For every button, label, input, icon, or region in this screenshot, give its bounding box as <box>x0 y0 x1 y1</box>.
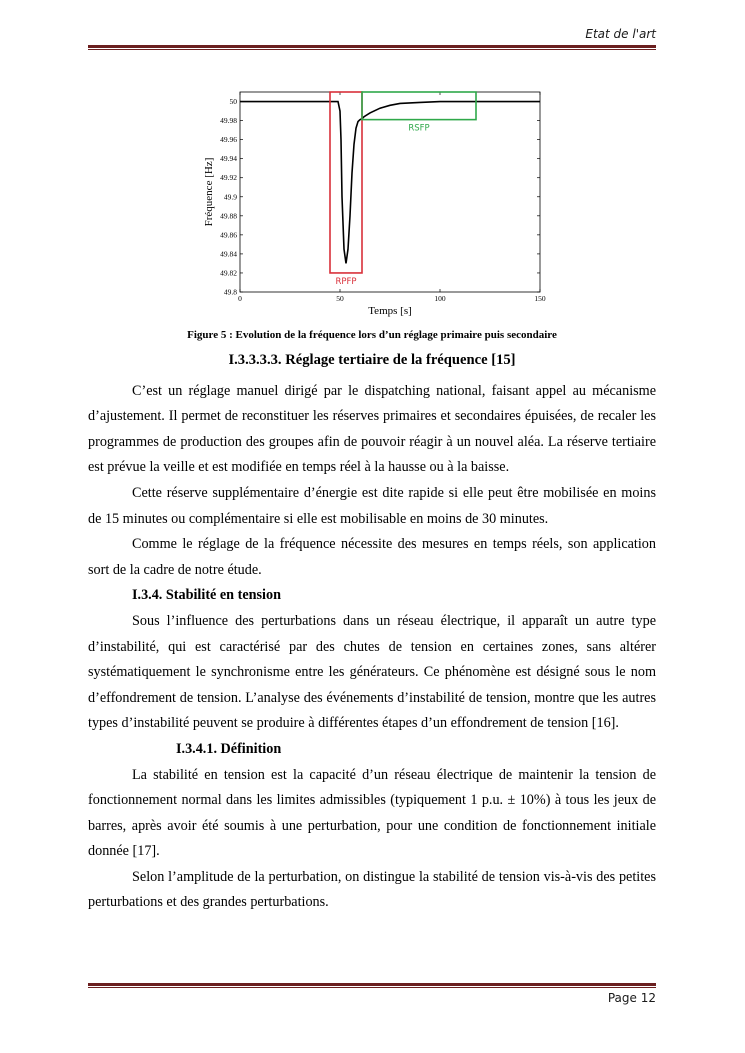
y-tick-label: 49.84 <box>220 249 237 259</box>
plot-frame <box>240 92 540 292</box>
y-tick-label: 49.96 <box>220 135 237 145</box>
frequency-chart <box>200 87 560 322</box>
paragraph: Comme le réglage de la fréquence nécessite des mesures en temps réels, son application sort de la cadre de notre étude. <box>88 536 656 578</box>
section-heading-tertiary-regulation: I.3.3.3.3. Réglage tertiaire de la fréquence [15] <box>228 352 516 368</box>
x-tick-label: 50 <box>336 294 344 303</box>
paragraph: La stabilité en tension est la capacité d’un réseau électrique de maintenir la tension de fonctionnement normal dans les limites admissibles (typiquement 1 p.u. ± 10%) à tous les jeux de barres, après avoir été soumis à une perturbation, pour une condition de fonctionnement initiale donnée [17]. <box>88 766 656 860</box>
annotation-label-rsfp: RSFP <box>408 123 430 134</box>
x-tick-label: 150 <box>534 294 546 303</box>
figure-caption: Figure 5 : Evolution de la fréquence lors d’un réglage primaire puis secondaire <box>187 329 557 341</box>
y-tick-label: 49.94 <box>220 154 237 164</box>
annotation-box-rpfp <box>330 92 362 273</box>
paragraph: Cette réserve supplémentaire d’énergie est dite rapide si elle peut être mobilisée en moins de 15 minutes ou complémentaire si elle est mobilisable en moins de 30 minutes. <box>88 484 656 527</box>
page-number: Page 12 <box>607 991 656 1005</box>
y-tick-label: 49.82 <box>220 268 237 278</box>
y-tick-label: 50 <box>229 97 237 107</box>
page-body <box>88 348 656 916</box>
header-rule <box>88 45 656 50</box>
frequency-figure <box>200 87 560 322</box>
y-tick-label: 49.8 <box>223 287 237 297</box>
paragraph: Selon l’amplitude de la perturbation, on distingue la stabilité de tension vis-à-vis des petites perturbations et des grandes perturbations. <box>88 868 656 911</box>
section-heading-definition: I.3.4.1. Définition <box>176 740 282 757</box>
header-section-title: Etat de l'art <box>585 27 656 41</box>
annotation-label-rpfp: RPFP <box>335 276 357 287</box>
y-tick-label: 49.86 <box>220 230 237 240</box>
x-tick-label: 0 <box>238 294 242 303</box>
paragraph: C’est un réglage manuel dirigé par le dispatching national, faisant appel au mécanisme d’ajustement. Il permet de reconstituer les réserves primaires et secondaires épuisées, de recaler les programmes de production des groupes afin de pouvoir réagir à un nouvel aléa. La réserve tertiaire est prévue la veille et est modifiée en temps réel à la hausse ou à la baisse. <box>88 382 656 476</box>
y-tick-label: 49.88 <box>220 211 237 221</box>
series-line-frequence <box>240 102 540 264</box>
section-heading-voltage-stability: I.3.4. Stabilité en tension <box>132 587 281 604</box>
annotation-box-rsfp <box>362 92 476 120</box>
y-axis-label: Fréquence [Hz] <box>203 157 215 227</box>
page-header <box>88 27 656 41</box>
y-tick-label: 49.92 <box>220 173 237 183</box>
footer-rule <box>88 983 656 988</box>
paragraph: Sous l’influence des perturbations dans un réseau électrique, il apparaît un autre type d’instabilité, qui est caractérisé par des chutes de tension en certaines zones, sans altérer systématiquement le synchronisme entre les générateurs. Ce phénomène est désigné sous le nom d’effondrement de tension. L’analyse des événements d’instabilité de tension, montre que les autres types d’instabilité peuvent se produire à différentes étapes d’un effondrement de tension [16]. <box>88 612 656 732</box>
y-tick-label: 49.9 <box>223 192 237 202</box>
x-tick-label: 100 <box>434 294 446 303</box>
x-axis-label: Temps [s] <box>368 305 412 317</box>
y-tick-label: 49.98 <box>220 116 237 126</box>
